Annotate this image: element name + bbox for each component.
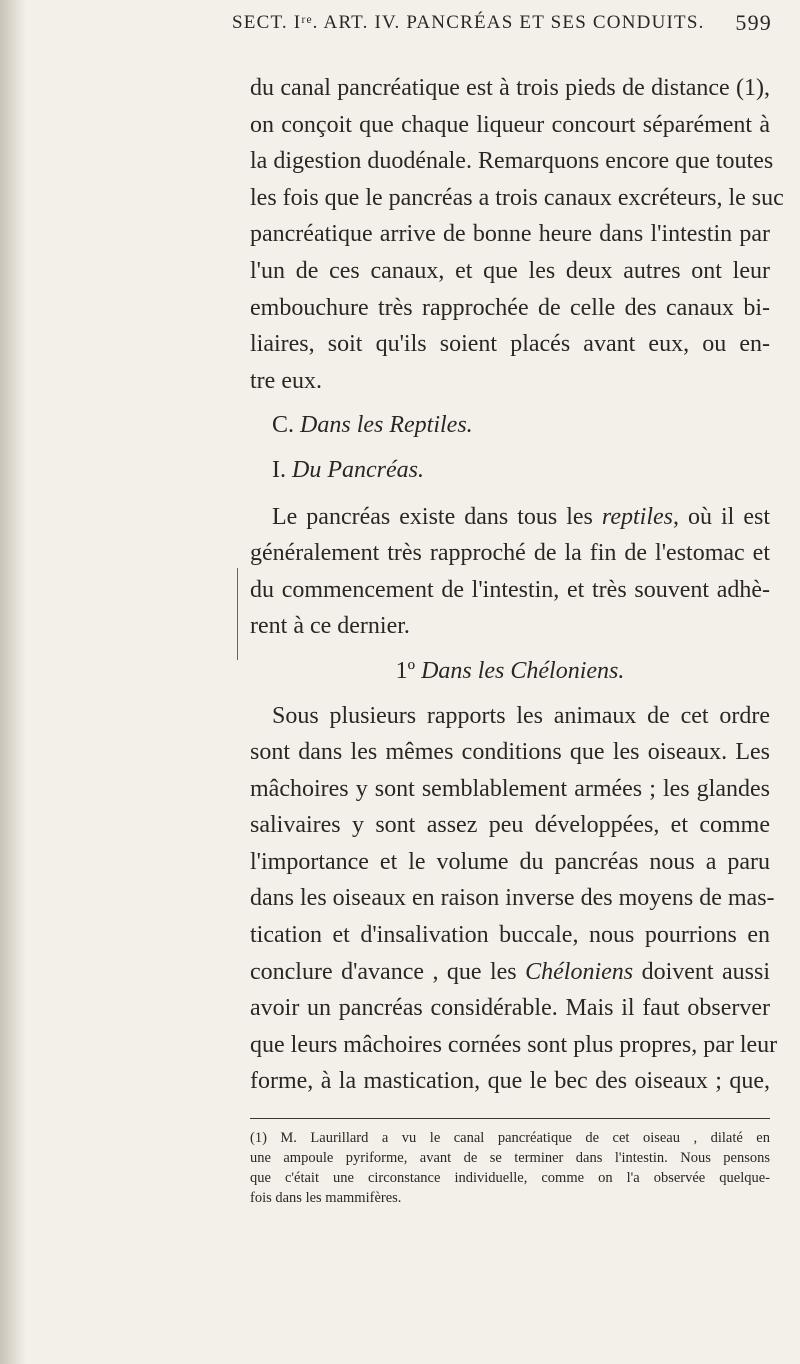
running-head (232, 12, 772, 34)
paragraph-2-line (250, 499, 770, 536)
paragraph-2-line: rent à ce dernier. (250, 613, 410, 640)
paragraph-3-line: salivaires y sont assez peu développées, et comme (250, 812, 770, 839)
heading-1-title: Dans les Chéloniens. (421, 657, 625, 684)
footnote-line: que c'était une circonstance individuelle, comme on l'a observée quelque- (250, 1170, 770, 1186)
body-line: les fois que le pancréas a trois canaux excréteurs, le suc (250, 184, 784, 211)
body-line: pancréatique arrive de bonne heure dans l'intestin par (250, 221, 770, 248)
paragraph-3-line: forme, à la mastication, que le bec des oiseaux ; que, (250, 1068, 770, 1095)
paragraph-3-line (250, 954, 770, 991)
heading-i-title: Du Pancréas. (292, 456, 424, 483)
p2-line1-end: , où il est (673, 503, 770, 530)
heading-i-letter: I. (272, 456, 286, 483)
paragraph-3-line: sont dans les mêmes conditions que les oiseaux. Les (250, 739, 770, 766)
p3-line8-end: doivent aussi (641, 958, 770, 985)
body-line: embouchure très rapprochée de celle des canaux bi- (250, 294, 770, 321)
spacer (250, 645, 770, 653)
body-line: on conçoit que chaque liqueur concourt séparément à (250, 111, 770, 138)
p3-line8-start: conclure d'avance , que les (250, 958, 517, 985)
spacer (250, 444, 770, 452)
main-text (250, 70, 784, 1100)
p2-line1-italic: reptiles (601, 503, 673, 530)
paragraph-3-line: tication et d'insalivation buccale, nous pourrions en (250, 922, 770, 949)
paragraph-3-line: Sous plusieurs rapports les animaux de cet ordre (272, 702, 770, 729)
spacer (250, 399, 770, 407)
footnote-line: fois dans les mammifères. (250, 1190, 402, 1206)
paragraph-3-line: avoir un pancréas considérable. Mais il faut observer (250, 995, 770, 1022)
page-number: 599 (735, 10, 772, 35)
p2-line1-start: Le pancréas existe dans tous les (272, 503, 593, 530)
body-line: tre eux. (250, 367, 322, 394)
body-line: la digestion duodénale. Remarquons encore que toutes (250, 148, 774, 175)
p3-line8-italic: Chéloniens (525, 958, 634, 985)
paragraph-2-line: du commencement de l'intestin, et très souvent adhè- (250, 576, 770, 603)
margin-mark-line (237, 568, 238, 660)
footnote-line: (1) M. Laurillard a vu le canal pancréatique de cet oiseau , dilaté en (250, 1130, 770, 1146)
section-heading-c (250, 407, 770, 444)
page-gutter-shadow (0, 0, 26, 1364)
paragraph-2-line: généralement très rapproché de la fin de l'estomac et (250, 540, 770, 567)
body-line: l'un de ces canaux, et que les deux autres ont leur (250, 257, 770, 284)
heading-c-title: Dans les Reptiles. (300, 412, 473, 439)
heading-1-number: 1º (395, 657, 416, 684)
spacer (250, 690, 770, 698)
paragraph-3-line: que leurs mâchoires cornées sont plus propres, par leur (250, 1031, 778, 1058)
body-line: liaires, soit qu'ils soient placés avant eux, ou en- (250, 331, 770, 358)
paragraph-3-line: dans les oiseaux en raison inverse des moyens de mas- (250, 885, 775, 912)
footnote-rule (250, 1118, 770, 1119)
body-line: du canal pancréatique est à trois pieds de distance (1), (250, 75, 770, 101)
section-heading-1 (250, 653, 770, 690)
section-heading-i (250, 452, 770, 489)
paragraph-3-line: l'importance et le volume du pancréas nous a paru (250, 848, 770, 875)
heading-c-letter: C. (272, 412, 295, 439)
running-head-text: SECT. Iʳᵉ. ART. IV. PANCRÉAS ET SES CONDUITS. (232, 12, 705, 33)
footnote-line: une ampoule pyriforme, avant de se terminer dans l'intestin. Nous pensons (250, 1150, 770, 1166)
paragraph-3-line: mâchoires y sont semblablement armées ; les glandes (250, 775, 770, 802)
footnote (250, 1128, 770, 1208)
spacer (250, 489, 770, 499)
